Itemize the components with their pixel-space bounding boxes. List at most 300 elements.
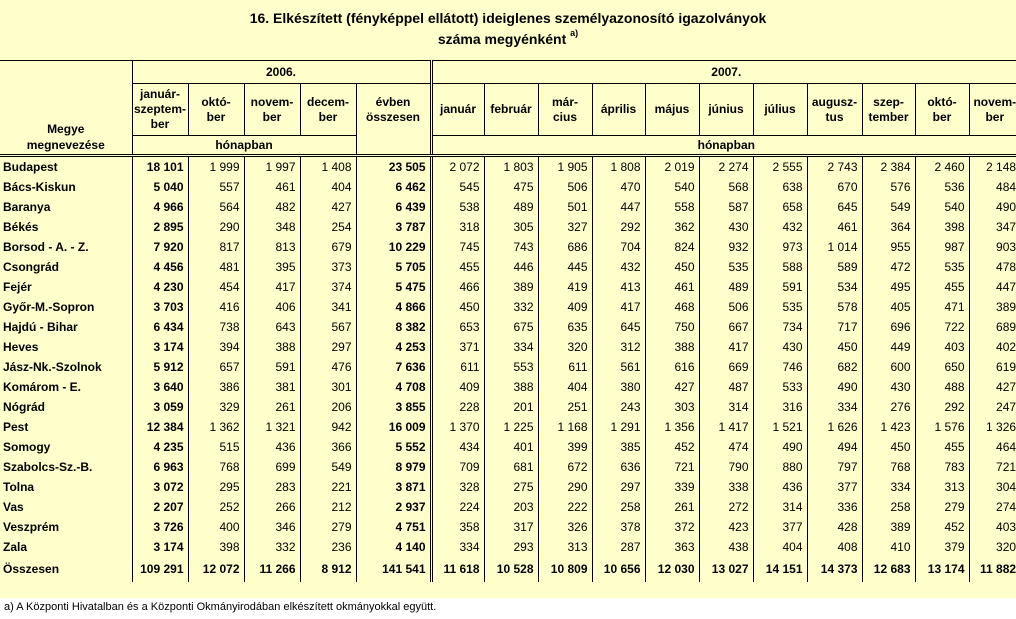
- value-cell: 636: [592, 457, 645, 477]
- value-cell: 388: [244, 337, 300, 357]
- value-cell: 3 871: [356, 477, 431, 497]
- month-header-cell: [915, 84, 969, 136]
- value-cell: 334: [862, 477, 915, 497]
- total-row: [0, 557, 1016, 582]
- value-cell: 549: [300, 457, 356, 477]
- value-cell: 290: [188, 217, 244, 237]
- value-cell: 258: [862, 497, 915, 517]
- value-cell: 3 787: [356, 217, 431, 237]
- value-cell: 653: [431, 317, 484, 337]
- value-cell: 10 229: [356, 237, 431, 257]
- table-row: [0, 457, 1016, 477]
- honapban-2006: hónapban: [132, 136, 356, 156]
- value-cell: 2 555: [753, 156, 807, 178]
- value-cell: 461: [807, 217, 862, 237]
- value-cell: 987: [915, 237, 969, 257]
- value-cell: 266: [244, 497, 300, 517]
- county-name: Borsod - A. - Z.: [3, 240, 89, 254]
- county-name: Szabolcs-Sz.-B.: [3, 460, 93, 474]
- value-cell: 2 460: [915, 156, 969, 178]
- value-cell: 254: [300, 217, 356, 237]
- value-cell: 6 462: [356, 177, 431, 197]
- value-cell: 10 656: [592, 557, 645, 582]
- value-cell: 1 808: [592, 156, 645, 178]
- value-cell: 454: [188, 277, 244, 297]
- month-header-line: augusz-: [811, 94, 858, 109]
- value-cell: 389: [484, 277, 538, 297]
- value-cell: 686: [538, 237, 592, 257]
- value-cell: 743: [484, 237, 538, 257]
- value-cell: 540: [645, 177, 699, 197]
- value-cell: 588: [753, 257, 807, 277]
- value-cell: 332: [244, 537, 300, 557]
- month-header-cell: [592, 84, 645, 136]
- table-row: [0, 357, 1016, 377]
- value-cell: 2 743: [807, 156, 862, 178]
- value-cell: 427: [300, 197, 356, 217]
- table-row: [0, 397, 1016, 417]
- month-header-line: összesen: [365, 109, 421, 124]
- value-cell: 1 999: [188, 156, 244, 178]
- table-row: [0, 497, 1016, 517]
- month-header-line: már-: [551, 94, 578, 109]
- value-cell: 346: [244, 517, 300, 537]
- value-cell: 1 905: [538, 156, 592, 178]
- value-cell: 3 072: [132, 477, 188, 497]
- value-cell: 378: [592, 517, 645, 537]
- value-cell: 2 937: [356, 497, 431, 517]
- value-cell: 258: [592, 497, 645, 517]
- value-cell: 481: [188, 257, 244, 277]
- value-cell: 449: [862, 337, 915, 357]
- value-cell: 313: [915, 477, 969, 497]
- value-cell: 13 174: [915, 557, 969, 582]
- value-cell: 314: [753, 497, 807, 517]
- value-cell: 643: [244, 317, 300, 337]
- value-cell: 750: [645, 317, 699, 337]
- value-cell: 374: [300, 277, 356, 297]
- value-cell: 682: [807, 357, 862, 377]
- value-cell: 490: [807, 377, 862, 397]
- value-cell: 464: [969, 437, 1016, 457]
- value-cell: 681: [484, 457, 538, 477]
- value-cell: 434: [431, 437, 484, 457]
- value-cell: 409: [538, 297, 592, 317]
- value-cell: 515: [188, 437, 244, 457]
- table-row: [0, 297, 1016, 317]
- data-table: [0, 60, 1016, 582]
- value-cell: 313: [538, 537, 592, 557]
- value-cell: 203: [484, 497, 538, 517]
- value-cell: 276: [862, 397, 915, 417]
- value-cell: 658: [753, 197, 807, 217]
- value-cell: 236: [300, 537, 356, 557]
- value-cell: 667: [699, 317, 753, 337]
- honapban-2007: hónapban: [431, 136, 1016, 156]
- value-cell: 657: [188, 357, 244, 377]
- value-cell: 5 912: [132, 357, 188, 377]
- value-cell: 326: [538, 517, 592, 537]
- value-cell: 224: [431, 497, 484, 517]
- value-cell: 328: [431, 477, 484, 497]
- value-cell: 283: [244, 477, 300, 497]
- value-cell: 578: [807, 297, 862, 317]
- month-header-line: évben: [375, 94, 411, 109]
- value-cell: 201: [484, 397, 538, 417]
- value-cell: 417: [244, 277, 300, 297]
- value-cell: 445: [538, 257, 592, 277]
- value-cell: 423: [699, 517, 753, 537]
- value-cell: 1 321: [244, 417, 300, 437]
- value-cell: 6 434: [132, 317, 188, 337]
- value-cell: 347: [969, 217, 1016, 237]
- value-cell: 436: [753, 477, 807, 497]
- value-cell: 243: [592, 397, 645, 417]
- table-row: [0, 217, 1016, 237]
- megye-label: Megye: [47, 122, 85, 136]
- value-cell: 404: [753, 537, 807, 557]
- value-cell: 538: [431, 197, 484, 217]
- value-cell: 455: [915, 437, 969, 457]
- value-cell: 3 703: [132, 297, 188, 317]
- value-cell: 1 408: [300, 156, 356, 178]
- value-cell: 717: [807, 317, 862, 337]
- month-header-line: októ-: [927, 94, 957, 109]
- value-cell: 274: [969, 497, 1016, 517]
- value-cell: 734: [753, 317, 807, 337]
- value-cell: 316: [753, 397, 807, 417]
- value-cell: 320: [538, 337, 592, 357]
- month-header-line: ber: [932, 109, 952, 124]
- value-cell: 332: [484, 297, 538, 317]
- value-cell: 8 979: [356, 457, 431, 477]
- value-cell: 4 708: [356, 377, 431, 397]
- value-cell: 314: [699, 397, 753, 417]
- value-cell: 141 541: [356, 557, 431, 582]
- county-name: Győr-M.-Sopron: [3, 300, 95, 314]
- value-cell: 450: [807, 337, 862, 357]
- value-cell: 402: [969, 337, 1016, 357]
- value-cell: 6 439: [356, 197, 431, 217]
- value-cell: 427: [969, 377, 1016, 397]
- value-cell: 549: [862, 197, 915, 217]
- county-name: Békés: [3, 220, 39, 234]
- value-cell: 8 912: [300, 557, 356, 582]
- value-cell: 432: [753, 217, 807, 237]
- value-cell: 670: [807, 177, 862, 197]
- value-cell: 2 148: [969, 156, 1016, 178]
- value-cell: 222: [538, 497, 592, 517]
- value-cell: 408: [807, 537, 862, 557]
- value-cell: 12 072: [188, 557, 244, 582]
- value-cell: 533: [753, 377, 807, 397]
- value-cell: 482: [244, 197, 300, 217]
- value-cell: 261: [645, 497, 699, 517]
- value-cell: 297: [592, 477, 645, 497]
- table-row: [0, 277, 1016, 297]
- value-cell: 450: [431, 297, 484, 317]
- value-cell: 1 576: [915, 417, 969, 437]
- value-cell: 616: [645, 357, 699, 377]
- value-cell: 471: [915, 297, 969, 317]
- table-row: [0, 177, 1016, 197]
- table-row: [0, 237, 1016, 257]
- value-cell: 318: [431, 217, 484, 237]
- value-cell: 704: [592, 237, 645, 257]
- value-cell: 475: [484, 177, 538, 197]
- month-header-line: novem-: [250, 94, 294, 109]
- value-cell: 557: [188, 177, 244, 197]
- value-cell: 334: [484, 337, 538, 357]
- month-header-cell: [862, 84, 915, 136]
- value-cell: 721: [645, 457, 699, 477]
- month-header-line: április: [600, 102, 637, 116]
- value-cell: 447: [592, 197, 645, 217]
- value-cell: 109 291: [132, 557, 188, 582]
- value-cell: 338: [699, 477, 753, 497]
- value-cell: 790: [699, 457, 753, 477]
- value-cell: 400: [188, 517, 244, 537]
- value-cell: 275: [484, 477, 538, 497]
- value-cell: 2 274: [699, 156, 753, 178]
- value-cell: 389: [862, 517, 915, 537]
- value-cell: 13 027: [699, 557, 753, 582]
- value-cell: 4 230: [132, 277, 188, 297]
- month-header-line: decem-: [306, 94, 350, 109]
- subtitle-text: száma megyénként: [437, 31, 567, 47]
- value-cell: 3 174: [132, 537, 188, 557]
- month-header-line: tember: [868, 109, 909, 124]
- value-cell: 4 140: [356, 537, 431, 557]
- value-cell: 1 997: [244, 156, 300, 178]
- value-cell: 645: [592, 317, 645, 337]
- value-cell: 427: [645, 377, 699, 397]
- month-header-cell: [753, 84, 807, 136]
- value-cell: 320: [969, 537, 1016, 557]
- value-cell: 292: [915, 397, 969, 417]
- value-cell: 12 384: [132, 417, 188, 437]
- value-cell: 5 475: [356, 277, 431, 297]
- month-header-line: ber: [985, 109, 1005, 124]
- value-cell: 247: [969, 397, 1016, 417]
- value-cell: 476: [300, 357, 356, 377]
- value-cell: 484: [969, 177, 1016, 197]
- month-header-line: január-: [139, 87, 180, 101]
- value-cell: 394: [188, 337, 244, 357]
- table-row: [0, 156, 1016, 178]
- value-cell: 398: [915, 217, 969, 237]
- value-cell: 399: [538, 437, 592, 457]
- value-cell: 395: [244, 257, 300, 277]
- value-cell: 409: [431, 377, 484, 397]
- value-cell: 5 552: [356, 437, 431, 457]
- value-cell: 7 636: [356, 357, 431, 377]
- value-cell: 472: [862, 257, 915, 277]
- value-cell: 534: [807, 277, 862, 297]
- value-cell: 4 751: [356, 517, 431, 537]
- value-cell: 672: [538, 457, 592, 477]
- table-row: [0, 517, 1016, 537]
- value-cell: 432: [592, 257, 645, 277]
- value-cell: 553: [484, 357, 538, 377]
- value-cell: 413: [592, 277, 645, 297]
- month-header-cell: [484, 84, 538, 136]
- value-cell: 468: [645, 297, 699, 317]
- value-cell: 293: [484, 537, 538, 557]
- county-name: Fejér: [3, 280, 32, 294]
- value-cell: 501: [538, 197, 592, 217]
- month-header-line: ber: [318, 109, 338, 124]
- value-cell: 738: [188, 317, 244, 337]
- month-header-line: június: [708, 102, 744, 116]
- value-cell: 813: [244, 237, 300, 257]
- value-cell: 301: [300, 377, 356, 397]
- value-cell: 10 528: [484, 557, 538, 582]
- month-header-line: ber: [206, 109, 226, 124]
- value-cell: 329: [188, 397, 244, 417]
- value-cell: 587: [699, 197, 753, 217]
- month-header-line: január: [439, 102, 476, 116]
- year-2006-header: 2006.: [132, 61, 431, 84]
- value-cell: 589: [807, 257, 862, 277]
- value-cell: 380: [592, 377, 645, 397]
- value-cell: 312: [592, 337, 645, 357]
- value-cell: 611: [538, 357, 592, 377]
- value-cell: 452: [915, 517, 969, 537]
- month-header-line: tus: [825, 109, 844, 124]
- value-cell: 438: [699, 537, 753, 557]
- value-cell: 404: [300, 177, 356, 197]
- value-cell: 417: [592, 297, 645, 317]
- value-cell: 461: [645, 277, 699, 297]
- value-cell: 348: [244, 217, 300, 237]
- month-header-line: ber: [150, 117, 170, 131]
- county-name: Bács-Kiskun: [3, 180, 76, 194]
- value-cell: 403: [915, 337, 969, 357]
- month-header-cell: [300, 84, 356, 136]
- month-header-cell: [188, 84, 244, 136]
- value-cell: 3 059: [132, 397, 188, 417]
- value-cell: 1 803: [484, 156, 538, 178]
- megye-header: [0, 61, 132, 156]
- value-cell: 455: [915, 277, 969, 297]
- month-header-cell: [699, 84, 753, 136]
- value-cell: 1 626: [807, 417, 862, 437]
- value-cell: 251: [538, 397, 592, 417]
- value-cell: 252: [188, 497, 244, 517]
- value-cell: 591: [753, 277, 807, 297]
- value-cell: 272: [699, 497, 753, 517]
- value-cell: 14 373: [807, 557, 862, 582]
- value-cell: 12 683: [862, 557, 915, 582]
- value-cell: 14 151: [753, 557, 807, 582]
- value-cell: 4 966: [132, 197, 188, 217]
- value-cell: 932: [699, 237, 753, 257]
- value-cell: 478: [969, 257, 1016, 277]
- value-cell: 679: [300, 237, 356, 257]
- month-header-cell: [356, 84, 431, 136]
- month-header-line: szep-: [873, 94, 904, 109]
- value-cell: 461: [244, 177, 300, 197]
- value-cell: 4 253: [356, 337, 431, 357]
- table-row: [0, 437, 1016, 457]
- value-cell: 535: [699, 257, 753, 277]
- value-cell: 292: [592, 217, 645, 237]
- value-cell: 7 920: [132, 237, 188, 257]
- value-cell: 689: [969, 317, 1016, 337]
- megnevezese-label: megnevezése: [26, 138, 105, 152]
- value-cell: 490: [753, 437, 807, 457]
- value-cell: 363: [645, 537, 699, 557]
- value-cell: 955: [862, 237, 915, 257]
- value-cell: 1 326: [969, 417, 1016, 437]
- value-cell: 446: [484, 257, 538, 277]
- value-cell: 377: [807, 477, 862, 497]
- subtitle-footnote-marker: a): [570, 28, 579, 38]
- value-cell: 339: [645, 477, 699, 497]
- month-header-line: októ-: [201, 94, 231, 109]
- value-cell: 768: [188, 457, 244, 477]
- value-cell: 381: [244, 377, 300, 397]
- value-cell: 591: [244, 357, 300, 377]
- value-cell: 675: [484, 317, 538, 337]
- value-cell: 1 423: [862, 417, 915, 437]
- value-cell: 1 370: [431, 417, 484, 437]
- value-cell: 206: [300, 397, 356, 417]
- value-cell: 3 640: [132, 377, 188, 397]
- value-cell: 4 866: [356, 297, 431, 317]
- value-cell: 279: [915, 497, 969, 517]
- value-cell: 545: [431, 177, 484, 197]
- table-row: [0, 317, 1016, 337]
- value-cell: 611: [431, 357, 484, 377]
- value-cell: 495: [862, 277, 915, 297]
- evben-spacer: [356, 136, 431, 156]
- county-name: Baranya: [3, 200, 51, 214]
- month-header-line: cius: [552, 109, 577, 124]
- value-cell: 4 235: [132, 437, 188, 457]
- value-cell: 305: [484, 217, 538, 237]
- table-body: [0, 156, 1016, 583]
- value-cell: 1 521: [753, 417, 807, 437]
- value-cell: 4 456: [132, 257, 188, 277]
- county-name: Hajdú - Bihar: [3, 320, 78, 334]
- value-cell: 303: [645, 397, 699, 417]
- value-cell: 699: [244, 457, 300, 477]
- month-header-cell: [538, 84, 592, 136]
- value-cell: 212: [300, 497, 356, 517]
- value-cell: 341: [300, 297, 356, 317]
- value-cell: 488: [915, 377, 969, 397]
- value-cell: 430: [862, 377, 915, 397]
- value-cell: 535: [915, 257, 969, 277]
- county-name: Somogy: [3, 440, 51, 454]
- value-cell: 401: [484, 437, 538, 457]
- month-header-row: [0, 84, 1016, 136]
- value-cell: 228: [431, 397, 484, 417]
- county-name: Jász-Nk.-Szolnok: [3, 360, 102, 374]
- value-cell: 506: [538, 177, 592, 197]
- value-cell: 3 855: [356, 397, 431, 417]
- value-cell: 405: [862, 297, 915, 317]
- value-cell: 295: [188, 477, 244, 497]
- value-cell: 416: [188, 297, 244, 317]
- value-cell: 650: [915, 357, 969, 377]
- county-name: Pest: [3, 420, 29, 434]
- value-cell: 371: [431, 337, 484, 357]
- value-cell: 6 963: [132, 457, 188, 477]
- value-cell: 506: [699, 297, 753, 317]
